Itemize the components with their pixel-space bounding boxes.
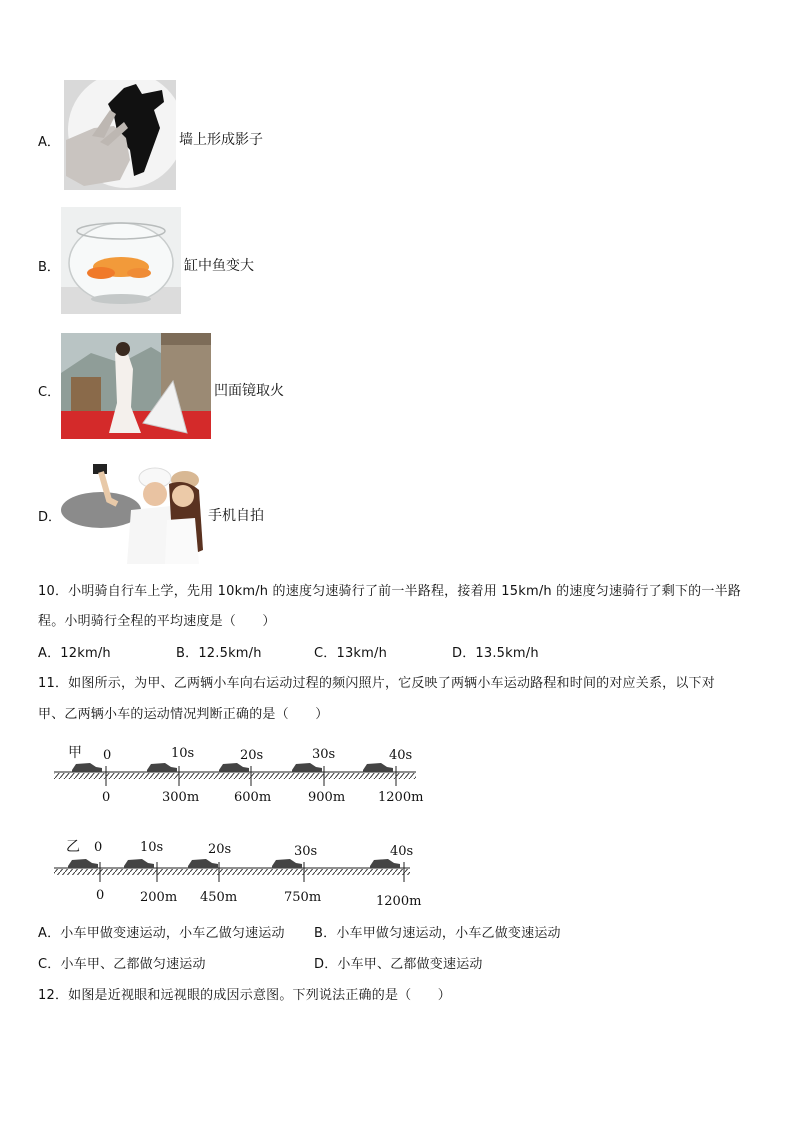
yi-time-10: 10s [140, 840, 164, 855]
yi-time-20: 20s [208, 842, 232, 857]
track-jia [50, 742, 430, 812]
q10-choice-c: C．13km/h [314, 646, 388, 661]
jia-time-10: 10s [171, 746, 195, 761]
jia-dist-1200: 1200m [378, 790, 424, 805]
yi-dist-750: 750m [284, 890, 322, 905]
q11-choice-c: C．小车甲、乙都做匀速运动 [38, 957, 206, 972]
jia-time-40: 40s [389, 748, 413, 763]
option-d-caption: 手机自拍 [208, 508, 264, 524]
q10-choice-d: D．13.5km/h [452, 646, 539, 661]
q10-line1: 10．小明骑自行车上学，先用 10km/h 的速度匀速骑行了前一半路程，接着用 15km/h 的速度匀速骑行了剩下的一半路 [38, 584, 741, 599]
yi-dist-1200: 1200m [376, 894, 422, 909]
q10-choice-b: B．12.5km/h [176, 646, 262, 661]
shadow-puppet-image [64, 80, 176, 190]
q10-line2: 程。小明骑行全程的平均速度是（ ） [38, 614, 276, 629]
yi-time-30: 30s [294, 844, 318, 859]
q11-choice-a: A．小车甲做变速运动，小车乙做匀速运动 [38, 926, 285, 941]
q11-line2: 甲、乙两辆小车的运动情况判断正确的是（ ） [38, 707, 329, 722]
option-b-caption: 缸中鱼变大 [184, 258, 254, 274]
option-c-caption: 凹面镜取火 [214, 383, 284, 399]
jia-dist-0: 0 [102, 790, 111, 805]
car-jia-label: 甲 [68, 745, 82, 761]
yi-dist-0: 0 [96, 888, 105, 903]
q12-line1: 12．如图是近视眼和远视眼的成因示意图。下列说法正确的是（ ） [38, 988, 451, 1003]
yi-time-40: 40s [390, 844, 414, 859]
track-yi [50, 836, 430, 910]
option-d-letter: D． [38, 510, 62, 525]
jia-dist-300: 300m [162, 790, 200, 805]
option-c-letter: C． [38, 385, 61, 400]
fish-bowl-image [61, 207, 181, 314]
jia-dist-600: 600m [234, 790, 272, 805]
car-yi-label: 乙 [66, 839, 80, 855]
jia-dist-900: 900m [308, 790, 346, 805]
jia-time-20: 20s [240, 748, 264, 763]
option-b-letter: B． [38, 260, 60, 275]
option-a-letter: A． [38, 135, 60, 150]
option-a-caption: 墙上形成影子 [179, 132, 263, 148]
q11-choice-d: D．小车甲、乙都做变速运动 [314, 957, 483, 972]
jia-time-30: 30s [312, 747, 336, 762]
selfie-image [61, 460, 205, 564]
q11-choice-b: B．小车甲做匀速运动，小车乙做变速运动 [314, 926, 561, 941]
yi-dist-450: 450m [200, 890, 238, 905]
jia-time-0: 0 [103, 748, 112, 763]
q11-line1: 11．如图所示，为甲、乙两辆小车向右运动过程的频闪照片，它反映了两辆小车运动路程和时间的对应关系，以下对 [38, 676, 715, 691]
q10-choice-a: A．12km/h [38, 646, 111, 661]
concave-mirror-image [61, 333, 211, 439]
yi-dist-200: 200m [140, 890, 178, 905]
yi-time-0: 0 [94, 840, 103, 855]
